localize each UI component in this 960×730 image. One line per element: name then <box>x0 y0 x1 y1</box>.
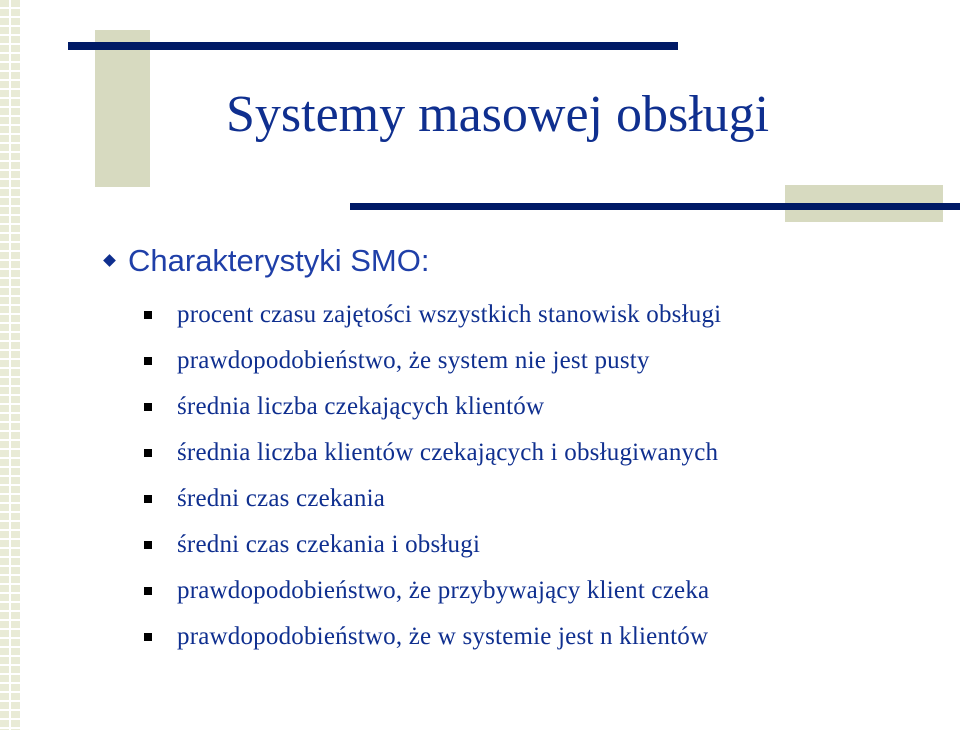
list-item <box>144 338 721 384</box>
square-bullet-icon <box>144 357 152 365</box>
bullet-list <box>144 292 721 660</box>
list-item <box>144 522 721 568</box>
list-item-text: średni czas czekania i obsługi <box>177 531 481 558</box>
square-bullet-icon <box>144 541 152 549</box>
square-bullet-icon <box>144 449 152 457</box>
list-item <box>144 384 721 430</box>
list-item-text: procent czasu zajętości wszystkich stanowisk obsługi <box>177 301 722 328</box>
list-item <box>144 568 721 614</box>
section-heading: Charakterystyki SMO: <box>128 243 430 278</box>
square-bullet-icon <box>144 495 152 503</box>
list-item-text: średnia liczba czekających klientów <box>177 393 545 420</box>
decorative-block-top-left <box>95 30 150 187</box>
square-bullet-icon <box>144 633 152 641</box>
list-item-text: prawdopodobieństwo, że w systemie jest n klientów <box>177 623 709 650</box>
list-item <box>144 614 721 660</box>
list-item-text: prawdopodobieństwo, że system nie jest pusty <box>177 347 650 374</box>
diamond-bullet-icon <box>103 254 116 267</box>
list-item <box>144 430 721 476</box>
list-item <box>144 292 721 338</box>
left-striped-band <box>0 0 22 730</box>
square-bullet-icon <box>144 311 152 319</box>
list-item-text: średnia liczba klientów czekających i obsługiwanych <box>177 439 719 466</box>
list-item-text: prawdopodobieństwo, że przybywający klient czeka <box>177 577 710 604</box>
list-item <box>144 476 721 522</box>
list-item-text: średni czas czekania <box>177 485 386 512</box>
square-bullet-icon <box>144 587 152 595</box>
section-heading-row <box>100 242 429 279</box>
square-bullet-icon <box>144 403 152 411</box>
decorative-line-under-title <box>350 203 960 210</box>
decorative-line-top <box>68 42 678 50</box>
slide-title: Systemy masowej obsługi <box>226 86 770 143</box>
